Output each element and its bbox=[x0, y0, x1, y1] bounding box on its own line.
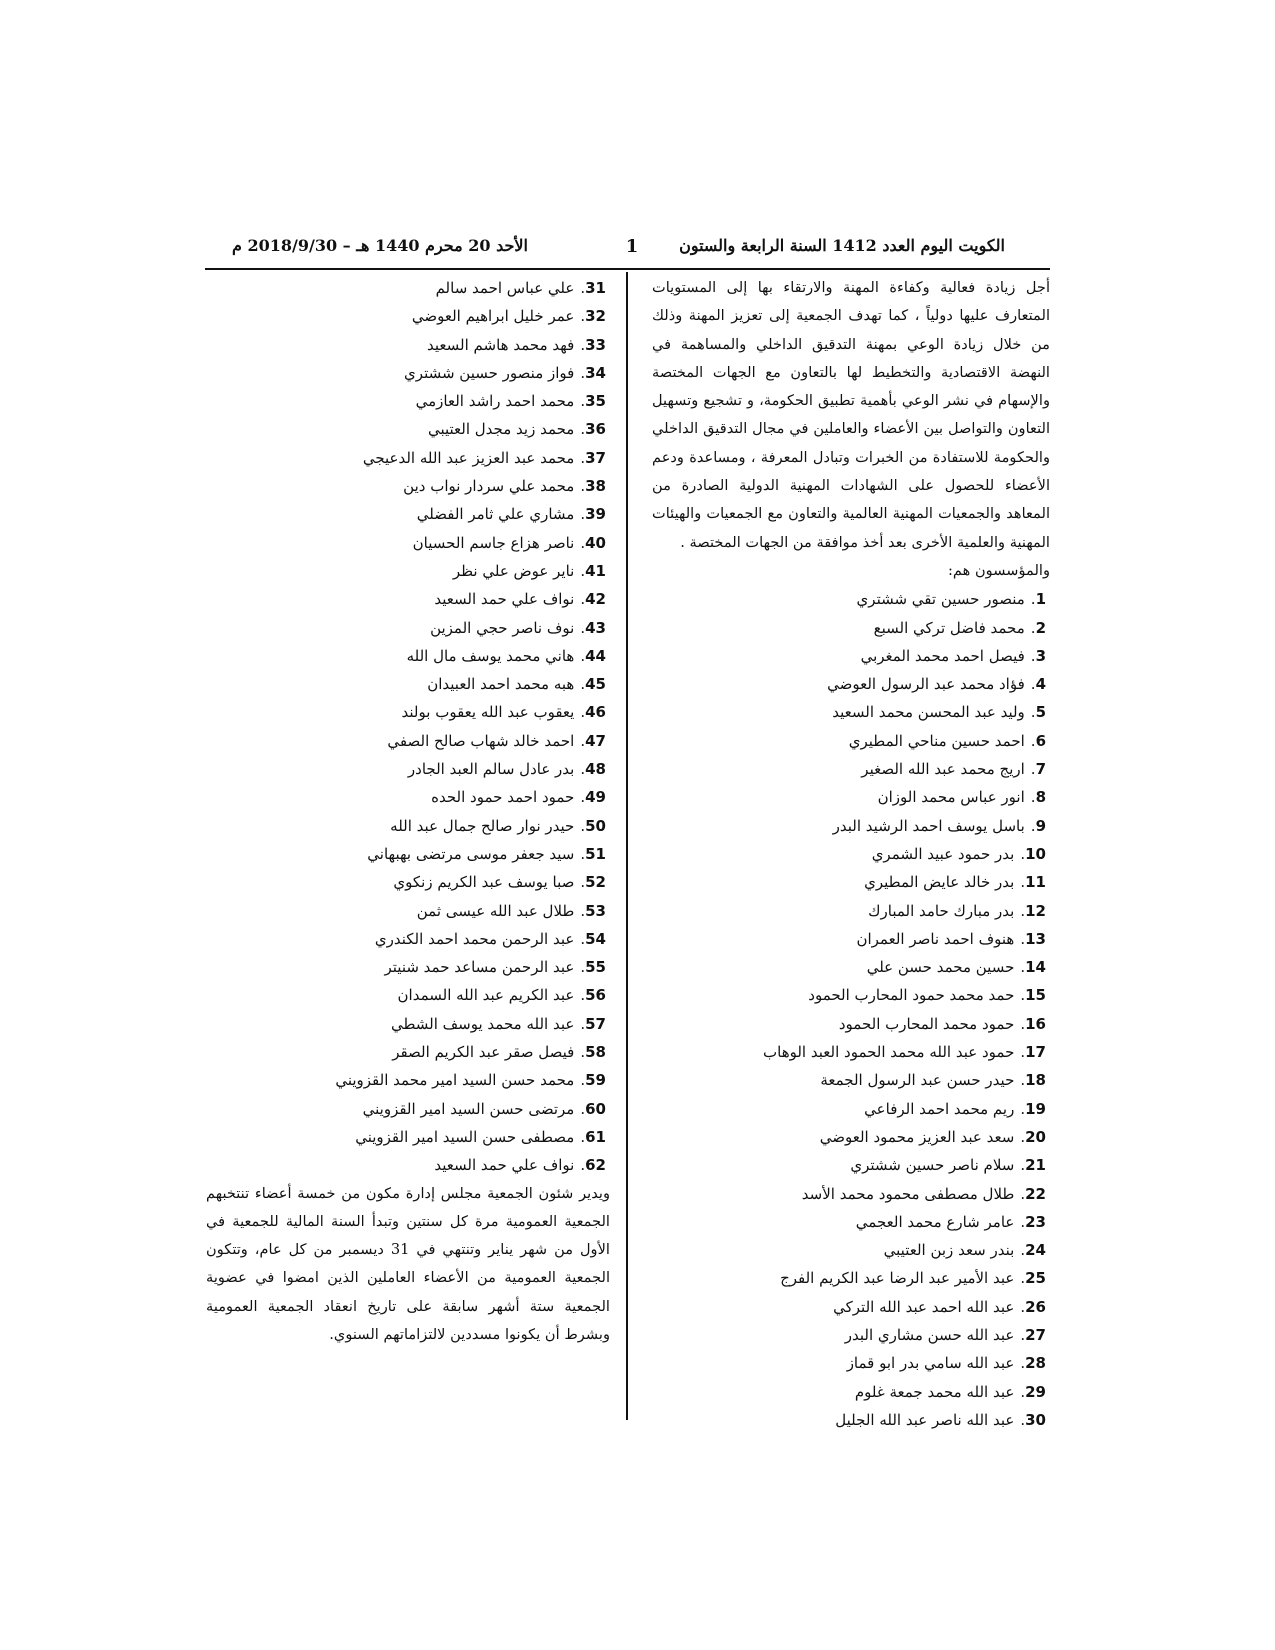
founder-number: 35 bbox=[585, 392, 606, 411]
founder-item bbox=[652, 1095, 1050, 1123]
founder-name: نواف علي حمد السعيد bbox=[434, 590, 575, 609]
founder-number-dot: . bbox=[580, 505, 586, 524]
founder-number: 30 bbox=[1025, 1410, 1046, 1429]
founder-number: 33 bbox=[585, 335, 606, 354]
founder-name: محمد عبد العزيز عبد الله الدعيجي bbox=[362, 448, 575, 467]
founder-number: 54 bbox=[585, 929, 606, 948]
founder-name: حمد محمد حمود المحارب الحمود bbox=[808, 986, 1015, 1005]
founder-number: 51 bbox=[585, 844, 606, 863]
founder-item bbox=[206, 925, 610, 953]
founder-number: 24 bbox=[1025, 1241, 1046, 1260]
founder-number-dot: . bbox=[580, 760, 586, 779]
founder-item bbox=[206, 783, 610, 811]
founder-name: بدر مبارك حامد المبارك bbox=[868, 901, 1015, 920]
founder-number-dot: . bbox=[580, 533, 586, 552]
founder-number-dot: . bbox=[1030, 618, 1036, 637]
founder-item bbox=[206, 1095, 610, 1123]
founder-number: 16 bbox=[1025, 1014, 1046, 1033]
founder-item bbox=[206, 359, 610, 387]
founder-number-dot: . bbox=[580, 420, 586, 439]
founder-number: 28 bbox=[1025, 1354, 1046, 1373]
founder-item bbox=[652, 1123, 1050, 1151]
founder-number-dot: . bbox=[1020, 1354, 1026, 1373]
founder-number: 11 bbox=[1025, 873, 1046, 892]
founder-number: 26 bbox=[1025, 1297, 1046, 1316]
founder-number: 39 bbox=[585, 505, 606, 524]
founder-item bbox=[206, 1151, 610, 1179]
founder-name: فيصل صقر عبد الكريم الصقر bbox=[392, 1043, 575, 1062]
founder-number: 32 bbox=[585, 307, 606, 326]
founder-name: هاني محمد يوسف مال الله bbox=[406, 646, 575, 665]
founder-number: 5 bbox=[1035, 703, 1046, 722]
founder-name: علي عباس احمد سالم bbox=[435, 279, 575, 297]
founder-number: 4 bbox=[1035, 675, 1046, 694]
right-column bbox=[652, 274, 1050, 1434]
column-divider bbox=[626, 272, 628, 1420]
founder-name: نواف علي حمد السعيد bbox=[434, 1156, 575, 1175]
founder-number-dot: . bbox=[580, 1099, 586, 1118]
founder-number: 36 bbox=[585, 420, 606, 439]
founder-name: سيد جعفر موسى مرتضى بهبهاني bbox=[367, 844, 575, 863]
founder-number-dot: . bbox=[1020, 1099, 1026, 1118]
founder-item bbox=[206, 557, 610, 585]
founder-name: ريم محمد احمد الرفاعي bbox=[864, 1099, 1015, 1118]
founder-number-dot: . bbox=[1020, 986, 1026, 1005]
founder-name: عبد الله سامي بدر ابو قماز bbox=[846, 1354, 1015, 1373]
founder-item bbox=[652, 925, 1050, 953]
founder-name: فؤاد محمد عبد الرسول العوضي bbox=[827, 675, 1025, 694]
founder-name: احمد خالد شهاب صالح الصفي bbox=[387, 731, 575, 750]
founder-number: 18 bbox=[1025, 1071, 1046, 1090]
founder-number-dot: . bbox=[1030, 703, 1036, 722]
founder-name: عبد الله احمد عبد الله التركي bbox=[833, 1297, 1015, 1316]
founder-number-dot: . bbox=[580, 958, 586, 977]
founder-name: طلال عبد الله عيسى ثمن bbox=[416, 901, 575, 920]
founder-number: 38 bbox=[585, 477, 606, 496]
founder-name: عبد الرحمن محمد احمد الكندري bbox=[374, 929, 575, 948]
founder-name: عبد الله محمد جمعة غلوم bbox=[854, 1382, 1015, 1401]
founder-name: عبد الله ناصر عبد الله الجليل bbox=[835, 1410, 1015, 1429]
founder-name: وليد عبد المحسن محمد السعيد bbox=[832, 703, 1025, 722]
founder-number-dot: . bbox=[580, 392, 586, 411]
founder-number-dot: . bbox=[580, 363, 586, 382]
founder-item bbox=[206, 897, 610, 925]
founder-number-dot: . bbox=[580, 477, 586, 496]
founder-number: 53 bbox=[585, 901, 606, 920]
founder-number: 37 bbox=[585, 448, 606, 467]
founder-item bbox=[206, 670, 610, 698]
closing-paragraph: ويدير شئون الجمعية مجلس إدارة مكون من خمسة أعضاء تنتخبهم الجمعية العمومية مرة كل سنتين وتبدأ السنة المالية للجمعية في الأول من شهر يناير وتنتهي في 31 ديسمبر من كل عام، وتتكون الجمعية العمومية من الأعضاء العاملين الذين امضوا في عضوية الجمعية ستة أشهر سابقة على تاريخ انعقاد الجمعية العمومية وبشرط أن يكونوا مسددين لالتزاماتهم السنوي. bbox=[206, 1184, 610, 1343]
founder-item bbox=[652, 585, 1050, 613]
founder-number: 62 bbox=[585, 1156, 606, 1175]
founder-number-dot: . bbox=[1020, 929, 1026, 948]
founder-number: 27 bbox=[1025, 1325, 1046, 1344]
founder-name: حمود عبد الله محمد الحمود العبد الوهاب bbox=[763, 1043, 1015, 1062]
founder-number-dot: . bbox=[580, 844, 586, 863]
founder-item bbox=[206, 614, 610, 642]
founder-item bbox=[652, 1321, 1050, 1349]
founders-list-right bbox=[652, 585, 1050, 1434]
founder-number-dot: . bbox=[580, 1156, 586, 1175]
founder-number: 49 bbox=[585, 788, 606, 807]
founder-name: فواز منصور حسين ششتري bbox=[404, 363, 575, 382]
founder-number-dot: . bbox=[1020, 1297, 1026, 1316]
founder-number: 59 bbox=[585, 1071, 606, 1090]
founder-item bbox=[652, 1010, 1050, 1038]
founder-name: محمد حسن السيد امير محمد القزويني bbox=[335, 1071, 575, 1090]
founder-number-dot: . bbox=[580, 1014, 586, 1033]
header-date: الأحد 20 محرم 1440 هـ – 2018/9/30 م bbox=[232, 236, 528, 255]
founder-item bbox=[652, 981, 1050, 1009]
founder-item bbox=[206, 981, 610, 1009]
founder-number: 6 bbox=[1035, 731, 1046, 750]
founder-item bbox=[652, 1038, 1050, 1066]
founder-number: 13 bbox=[1025, 929, 1046, 948]
founder-item bbox=[652, 783, 1050, 811]
founder-number: 42 bbox=[585, 590, 606, 609]
founder-item bbox=[206, 585, 610, 613]
founder-name: حمود محمد المحارب الحمود bbox=[838, 1014, 1015, 1033]
founder-number: 56 bbox=[585, 986, 606, 1005]
founder-number-dot: . bbox=[1020, 844, 1026, 863]
founder-name: يعقوب عبد الله يعقوب بولند bbox=[401, 703, 575, 722]
founder-number: 10 bbox=[1025, 844, 1046, 863]
founder-number-dot: . bbox=[1020, 1071, 1026, 1090]
founder-number: 1 bbox=[1035, 590, 1046, 609]
founder-number: 14 bbox=[1025, 958, 1046, 977]
founders-list-left bbox=[206, 274, 610, 1180]
founder-item bbox=[652, 1293, 1050, 1321]
founder-number-dot: . bbox=[580, 901, 586, 920]
founder-number-dot: . bbox=[580, 590, 586, 609]
founder-number: 7 bbox=[1035, 760, 1046, 779]
founder-number-dot: . bbox=[1020, 1410, 1026, 1429]
founder-number-dot: . bbox=[1020, 1156, 1026, 1175]
founder-item bbox=[206, 698, 610, 726]
founder-number-dot: . bbox=[1020, 1212, 1026, 1231]
founder-item bbox=[652, 897, 1050, 925]
founder-number: 8 bbox=[1035, 788, 1046, 807]
founder-item bbox=[206, 500, 610, 528]
founder-item bbox=[652, 1236, 1050, 1264]
founder-number: 23 bbox=[1025, 1212, 1046, 1231]
founder-item bbox=[652, 727, 1050, 755]
founder-name: عبد الكريم عبد الله السمدان bbox=[397, 986, 575, 1005]
founder-item bbox=[652, 1151, 1050, 1179]
founder-number-dot: . bbox=[1030, 675, 1036, 694]
page-number: 1 bbox=[625, 236, 639, 257]
founder-name: ناصر هزاع جاسم الحسيان bbox=[412, 533, 575, 552]
founder-number: 43 bbox=[585, 618, 606, 637]
founder-item bbox=[652, 1264, 1050, 1292]
founder-name: بدر عادل سالم العبد الجادر bbox=[407, 760, 575, 779]
founder-item bbox=[652, 1180, 1050, 1208]
founder-item bbox=[206, 840, 610, 868]
founder-number-dot: . bbox=[1020, 1325, 1026, 1344]
founder-item bbox=[652, 1066, 1050, 1094]
founder-name: طلال مصطفى محمود محمد الأسد bbox=[801, 1184, 1015, 1203]
founder-number: 41 bbox=[585, 561, 606, 580]
founder-number-dot: . bbox=[580, 873, 586, 892]
header-issue-info: الكويت اليوم العدد 1412 السنة الرابعة والستون bbox=[679, 236, 1005, 255]
founder-number: 40 bbox=[585, 533, 606, 552]
founder-item bbox=[206, 444, 610, 472]
intro-paragraph: أجل زيادة فعالية وكفاءة المهنة والارتقاء بها إلى المستويات المتعارف عليها دولياً ، كما تهدف الجمعية إلى تعزيز المهنة وذلك من خلال زيادة الوعي بمهنة التدقيق الداخلي والمساهمة في النهضة الاقتصادية والتخطيط لها بالتعاون مع الجهات المختصة والإسهام في نشر الوعي بأهمية تطبيق الحكومة، و تشجيع وتسهيل التعاون والتواصل بين الأعضاء والعاملين في مجال التدقيق الداخلي والحكومة للاستفادة من الخبرات وتبادل المعرفة ، ومساعدة ودعم الأعضاء للحصول على الشهادات المهنية الدولية الصادرة من المعاهد والجمعيات المهنية العالمية والتعاون مع الجمعيات والهيئات المهنية والعلمية الأخرى بعد أخذ موافقة من الجهات المختصة . bbox=[652, 279, 1050, 551]
founder-name: هبه محمد احمد العبيدان bbox=[427, 675, 575, 694]
founder-item bbox=[206, 415, 610, 443]
founder-item bbox=[206, 755, 610, 783]
founder-number-dot: . bbox=[580, 1071, 586, 1090]
founder-name: محمد علي سردار نواب دين bbox=[403, 477, 575, 496]
founder-item bbox=[206, 953, 610, 981]
founder-item bbox=[652, 1349, 1050, 1377]
founder-number: 15 bbox=[1025, 986, 1046, 1005]
founder-number: 20 bbox=[1025, 1127, 1046, 1146]
founder-number: 31 bbox=[585, 279, 606, 297]
founder-name: مصطفى حسن السيد امير القزويني bbox=[355, 1127, 575, 1146]
founder-item bbox=[652, 840, 1050, 868]
founder-item bbox=[206, 642, 610, 670]
founder-item bbox=[206, 387, 610, 415]
founder-name: اريج محمد عبد الله الصغير bbox=[861, 760, 1025, 779]
founder-name: عامر شارع محمد العجمي bbox=[855, 1212, 1015, 1231]
founder-item bbox=[652, 614, 1050, 642]
founder-number: 47 bbox=[585, 731, 606, 750]
founder-number: 60 bbox=[585, 1099, 606, 1118]
founder-name: سلام ناصر حسين ششتري bbox=[850, 1156, 1015, 1175]
founder-number-dot: . bbox=[1030, 590, 1036, 609]
founder-name: محمد فاضل تركي السبع bbox=[873, 618, 1025, 637]
founder-name: انور عباس محمد الوزان bbox=[877, 788, 1025, 807]
founder-number-dot: . bbox=[1020, 1241, 1026, 1260]
founder-item bbox=[206, 302, 610, 330]
founder-name: عبد الأمير عبد الرضا عبد الكريم الفرج bbox=[780, 1269, 1015, 1288]
founder-item bbox=[206, 529, 610, 557]
founder-item bbox=[652, 1378, 1050, 1406]
founder-item bbox=[652, 1208, 1050, 1236]
founder-item bbox=[206, 812, 610, 840]
founder-number-dot: . bbox=[1030, 788, 1036, 807]
founder-number-dot: . bbox=[580, 646, 586, 665]
founder-number-dot: . bbox=[1030, 760, 1036, 779]
founder-number-dot: . bbox=[580, 788, 586, 807]
founders-title: والمؤسسون هم: bbox=[948, 561, 1050, 579]
founder-number-dot: . bbox=[1020, 901, 1026, 920]
founder-number: 58 bbox=[585, 1043, 606, 1062]
founder-number-dot: . bbox=[1030, 816, 1036, 835]
founder-number-dot: . bbox=[1020, 873, 1026, 892]
founder-item bbox=[206, 1010, 610, 1038]
founder-item bbox=[652, 812, 1050, 840]
founder-number: 34 bbox=[585, 363, 606, 382]
founder-name: حمود احمد حمود الحده bbox=[431, 788, 575, 807]
founder-name: حيدر نوار صالح جمال عبد الله bbox=[390, 816, 575, 835]
founder-number: 29 bbox=[1025, 1382, 1046, 1401]
founder-name: محمد احمد راشد العازمي bbox=[415, 392, 575, 411]
founder-number-dot: . bbox=[1020, 1014, 1026, 1033]
founder-number: 50 bbox=[585, 816, 606, 835]
founder-number-dot: . bbox=[580, 335, 586, 354]
founder-number: 44 bbox=[585, 646, 606, 665]
founder-number-dot: . bbox=[1020, 1184, 1026, 1203]
left-column bbox=[206, 274, 610, 1349]
founder-name: نوف ناصر حجي المزين bbox=[430, 618, 575, 637]
founder-number-dot: . bbox=[1020, 1269, 1026, 1288]
founder-name: سعد عبد العزيز محمود العوضي bbox=[819, 1127, 1015, 1146]
founder-number: 57 bbox=[585, 1014, 606, 1033]
founder-number-dot: . bbox=[580, 618, 586, 637]
founder-name: حيدر حسن عبد الرسول الجمعة bbox=[820, 1071, 1015, 1090]
founder-number: 55 bbox=[585, 958, 606, 977]
founder-number-dot: . bbox=[580, 307, 586, 326]
founder-number-dot: . bbox=[1020, 1043, 1026, 1062]
founder-number-dot: . bbox=[580, 675, 586, 694]
founder-number: 19 bbox=[1025, 1099, 1046, 1118]
founder-name: باسل يوسف احمد الرشيد البدر bbox=[832, 816, 1025, 835]
founder-name: هنوف احمد ناصر العمران bbox=[856, 929, 1015, 948]
founder-number-dot: . bbox=[580, 816, 586, 835]
founder-number-dot: . bbox=[1020, 958, 1026, 977]
founder-number-dot: . bbox=[580, 986, 586, 1005]
founder-name: عبد الرحمن مساعد حمد شنيتر bbox=[384, 958, 575, 977]
founder-item bbox=[206, 274, 610, 302]
founder-number-dot: . bbox=[580, 1127, 586, 1146]
founder-item bbox=[206, 1066, 610, 1094]
founder-item bbox=[652, 698, 1050, 726]
founder-name: بندر سعد زبن العتيبي bbox=[883, 1241, 1015, 1260]
founder-item bbox=[652, 953, 1050, 981]
founder-name: فهد محمد هاشم السعيد bbox=[427, 335, 575, 354]
founder-item bbox=[206, 472, 610, 500]
founder-number-dot: . bbox=[580, 929, 586, 948]
founder-name: منصور حسين تقي ششتري bbox=[856, 590, 1025, 609]
founder-name: بدر خالد عايض المطيري bbox=[864, 873, 1015, 892]
founder-number-dot: . bbox=[580, 703, 586, 722]
founder-number-dot: . bbox=[1020, 1127, 1026, 1146]
founder-item bbox=[206, 1123, 610, 1151]
founder-name: صبا يوسف عبد الكريم زنكوي bbox=[393, 873, 575, 892]
founder-number-dot: . bbox=[580, 561, 586, 580]
founder-number-dot: . bbox=[580, 448, 586, 467]
founder-item bbox=[652, 670, 1050, 698]
founder-number: 45 bbox=[585, 675, 606, 694]
founder-number-dot: . bbox=[1030, 646, 1036, 665]
founder-name: محمد زيد مجدل العتيبي bbox=[427, 420, 575, 439]
founder-item bbox=[206, 868, 610, 896]
founder-item bbox=[652, 868, 1050, 896]
founder-number-dot: . bbox=[1020, 1382, 1026, 1401]
header-rule bbox=[205, 268, 1050, 270]
founder-number-dot: . bbox=[580, 1043, 586, 1062]
founder-number-dot: . bbox=[580, 731, 586, 750]
founder-number: 48 bbox=[585, 760, 606, 779]
founder-item bbox=[652, 642, 1050, 670]
founder-number: 17 bbox=[1025, 1043, 1046, 1062]
founder-name: عمر خليل ابراهيم العوضي bbox=[411, 307, 575, 326]
founder-item bbox=[206, 1038, 610, 1066]
founder-number: 22 bbox=[1025, 1184, 1046, 1203]
founder-number: 61 bbox=[585, 1127, 606, 1146]
founder-number: 12 bbox=[1025, 901, 1046, 920]
founder-item bbox=[652, 1406, 1050, 1434]
founder-name: احمد حسين مناحي المطيري bbox=[848, 731, 1025, 750]
founder-name: عبد الله حسن مشاري البدر bbox=[844, 1325, 1015, 1344]
founder-number: 21 bbox=[1025, 1156, 1046, 1175]
founder-number: 46 bbox=[585, 703, 606, 722]
founder-item bbox=[652, 755, 1050, 783]
founder-number: 2 bbox=[1035, 618, 1046, 637]
founder-name: مشاري علي ثامر الفضلي bbox=[416, 505, 575, 524]
founder-number: 3 bbox=[1035, 646, 1046, 665]
founder-item bbox=[206, 727, 610, 755]
founder-number: 25 bbox=[1025, 1269, 1046, 1288]
founder-name: بدر حمود عبيد الشمري bbox=[871, 844, 1015, 863]
founder-name: ناير عوض علي نظر bbox=[452, 561, 575, 580]
founder-number: 52 bbox=[585, 873, 606, 892]
founder-name: عبد الله محمد يوسف الشطي bbox=[390, 1014, 575, 1033]
founder-number: 9 bbox=[1035, 816, 1046, 835]
founder-number-dot: . bbox=[1030, 731, 1036, 750]
founder-name: حسين محمد حسن علي bbox=[866, 958, 1015, 977]
founder-number-dot: . bbox=[580, 279, 586, 297]
founder-item bbox=[206, 331, 610, 359]
founder-name: مرتضى حسن السيد امير القزويني bbox=[362, 1099, 575, 1118]
founder-name: فيصل احمد محمد المغربي bbox=[860, 646, 1025, 665]
